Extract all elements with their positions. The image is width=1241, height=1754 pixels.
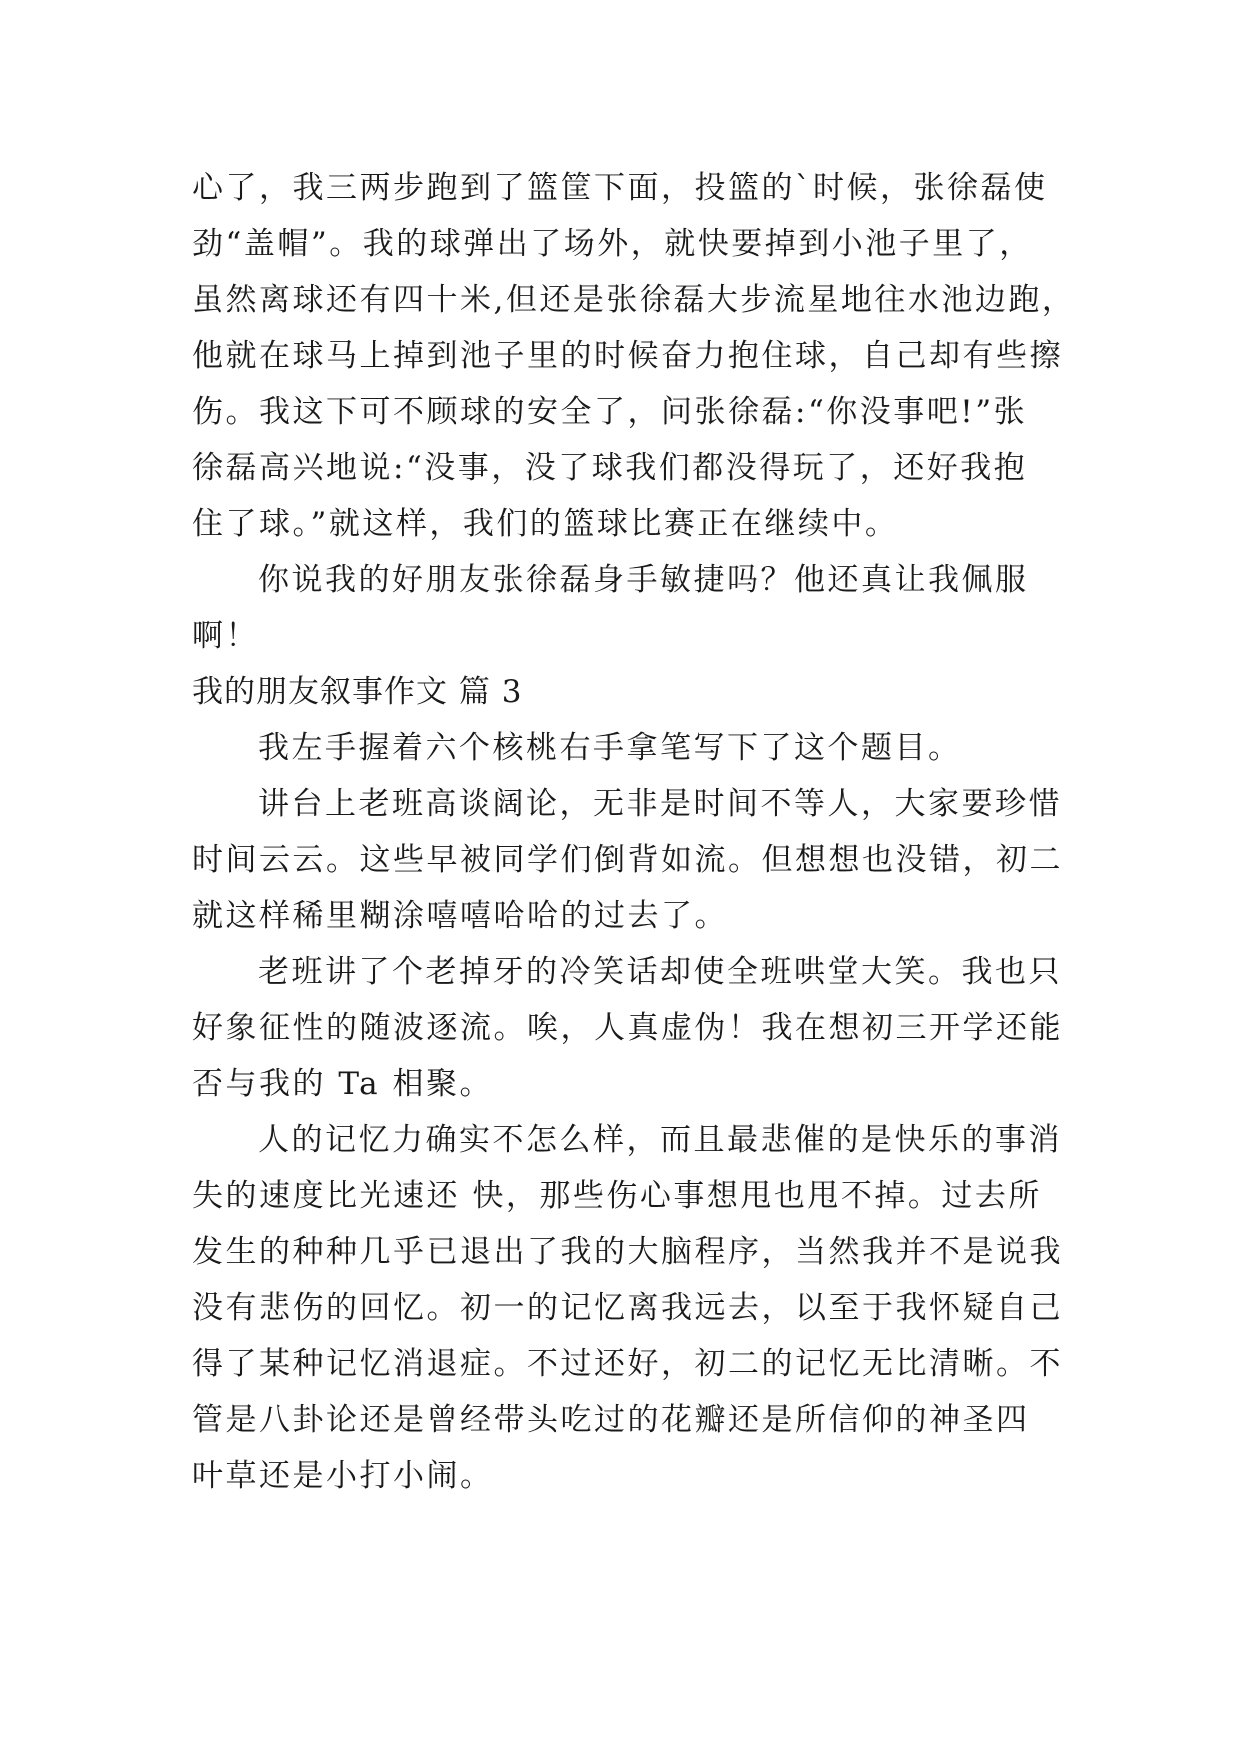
text-line: 否与我的 Ta 相聚。 [192, 1066, 493, 1102]
text-line: 劲“盖帽”。我的球弹出了场外，就快要掉到小池子里了， [192, 226, 1033, 262]
text-line: 发生的种种几乎已退出了我的大脑程序，当然我并不是说我 [192, 1234, 1063, 1270]
paragraph-start-line: 老班讲了个老掉牙的冷笑话却使全班哄堂大笑。我也只 [258, 954, 1062, 990]
text-line: 好象征性的随波逐流。唉，人真虚伪！我在想初三开学还能 [192, 1010, 1063, 1046]
text-line: 他就在球马上掉到池子里的时候奋力抱住球，自己却有些擦 [192, 338, 1063, 374]
text-line: 叶草还是小打小闹。 [192, 1458, 494, 1494]
text-line: 虽然离球还有四十米,但还是张徐磊大步流星地往水池边跑， [192, 282, 1076, 318]
document-body [192, 160, 1092, 1504]
paragraph-start-line: 你说我的好朋友张徐磊身手敏捷吗？他还真让我佩服 [258, 562, 1029, 598]
text-line: 徐磊高兴地说:“没事，没了球我们都没得玩了，还好我抱 [192, 450, 1028, 486]
text-line: 伤。我这下可不顾球的安全了，问张徐磊:“你没事吧!”张 [192, 394, 1028, 430]
text-line: 得了某种记忆消退症。不过还好，初二的记忆无比清晰。不 [192, 1346, 1063, 1382]
paragraph-start-line: 我左手握着六个核桃右手拿笔写下了这个题目。 [258, 730, 962, 766]
text-line: 啊！ [192, 618, 259, 654]
text-line: 没有悲伤的回忆。初一的记忆离我远去，以至于我怀疑自己 [192, 1290, 1063, 1326]
section-heading: 我的朋友叙事作文 篇 3 [192, 674, 523, 710]
text-line: 时间云云。这些早被同学们倒背如流。但想想也没错，初二 [192, 842, 1063, 878]
text-line: 就这样稀里糊涂嘻嘻哈哈的过去了。 [192, 898, 728, 934]
text-line: 失的速度比光速还 快，那些伤心事想甩也甩不掉。过去所 [192, 1178, 1042, 1214]
paragraph-start-line: 人的记忆力确实不怎么样，而且最悲催的是快乐的事消 [258, 1122, 1062, 1158]
text-line: 住了球。”就这样，我们的篮球比赛正在继续中。 [192, 506, 899, 542]
text-line: 管是八卦论还是曾经带头吃过的花瓣还是所信仰的神圣四 [192, 1402, 1030, 1438]
text-line: 心了，我三两步跑到了篮筐下面，投篮的`时候，张徐磊使 [192, 170, 1048, 206]
paragraph-start-line: 讲台上老班高谈阔论，无非是时间不等人，大家要珍惜 [258, 786, 1062, 822]
